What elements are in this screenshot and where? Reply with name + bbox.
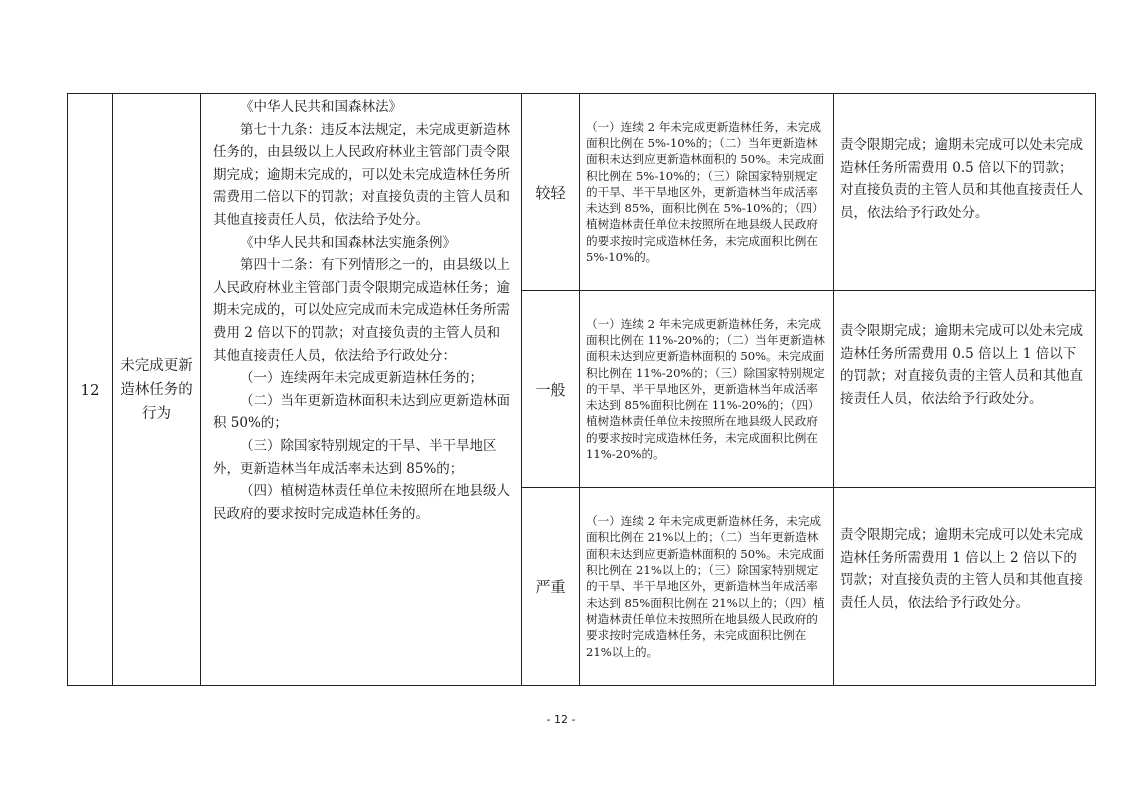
legal-basis [201,94,522,686]
basis-paragraph: （四）植树造林责任单位未按照所在地县级人民政府的要求按时完成造林任务的。 [213,483,510,522]
page-number: - 12 - [546,713,576,726]
severity-condition: （一）连续 2 年未完成更新造林任务，未完成面积比例在 21%以上的；（二）当年更新造林面积未达到应更新造林面积的 50%。未完成面积比例在 21%以上的；（三）除国家特别规定的干旱、半干旱地区外，更新造林当年成活率未达到 85%面积比例在 21%以上的；（四）植树造林责任单位未按照所在地县级人民政府的要求按时完成造林任务，未完成面积比例在 21%以上的。 [580,488,834,686]
basis-paragraph: 《中华人民共和国森林法》 [240,99,402,115]
basis-paragraph: 《中华人民共和国森林法实施条例》 [240,234,456,251]
basis-paragraph: （三）除国家特别规定的干旱、半干旱地区外，更新造林当年成活率未达到 85%的； [213,437,497,477]
penalty-text: 责令限期完成；逾期未完成可以处未完成造林任务所需费用 1 倍以上 2 倍以下的罚款；对直接负责的主管人员和其他直接责任人员，依法给予行政处分。 [840,527,1083,611]
penalty-standard [834,291,1096,488]
severity-level: 一般 [522,291,580,488]
violation-name: 未完成更新造林任务的行为 [113,94,201,686]
penalty-text: 责令限期完成；逾期未完成可以处未完成造林任务所需费用 0.5 倍以上 1 倍以下的罚款；对直接负责的主管人员和其他直接责任人员，依法给予行政处分。 [840,323,1083,407]
row-number: 12 [68,94,113,686]
basis-paragraph: 第四十二条：有下列情形之一的，由县级以上人民政府林业主管部门责令限期完成造林任务；逾期未完成的，可以处应完成而未完成造林任务所需费用 2 倍以下的罚款；对直接负责的主管人员和其他直接责任人员，依法给予行政处分： [213,257,510,364]
basis-paragraph: （一）连续两年未完成更新造林任务的； [240,370,483,387]
penalty-standard-table [67,93,1096,686]
penalty-standard [834,488,1096,686]
severity-condition: （一）连续 2 年未完成更新造林任务，未完成面积比例在 11%-20%的；（二）当年更新造林面积未达到应更新造林面积的 50%。未完成面积比例在 11%-20%的；（三）除国家特别规定的干旱、半干旱地区外，更新造林当年成活率未达到 85%面积比例在 11%-20%的；（四）植树造林责任单位未按照所在地县级人民政府的要求按时完成造林任务，未完成面积比例在 11%-20%的。 [580,291,834,488]
severity-level: 严重 [522,488,580,686]
penalty-text: 责令限期完成；逾期未完成可以处未完成造林任务所需费用 0.5 倍以下的罚款；对直接负责的主管人员和其他直接责任人员，依法给予行政处分。 [840,137,1083,221]
penalty-standard [834,94,1096,291]
severity-level: 较轻 [522,94,580,291]
basis-paragraph: （二）当年更新造林面积未达到应更新造林面积 50%的； [213,392,510,432]
basis-paragraph: 第七十九条：违反本法规定，未完成更新造林任务的，由县级以上人民政府林业主管部门责令限期完成；逾期未完成的，可以处未完成造林任务所需费用二倍以下的罚款；对直接负责的主管人员和其他直接责任人员，依法给予处分。 [213,121,510,228]
table-row [68,94,1096,291]
severity-condition: （一）连续 2 年未完成更新造林任务，未完成面积比例在 5%-10%的；（二）当年更新造林面积未达到应更新造林面积的 50%。未完成面积比例在 5%-10%的；（三）除国家特别规定的干旱、半干旱地区外，更新造林当年成活率未达到 85%，面积比例在 5%-10%的；（四）植树造林责任单位未按照所在地县级人民政府的要求按时完成造林任务，未完成面积比例在 5%-10%的。 [580,94,834,291]
